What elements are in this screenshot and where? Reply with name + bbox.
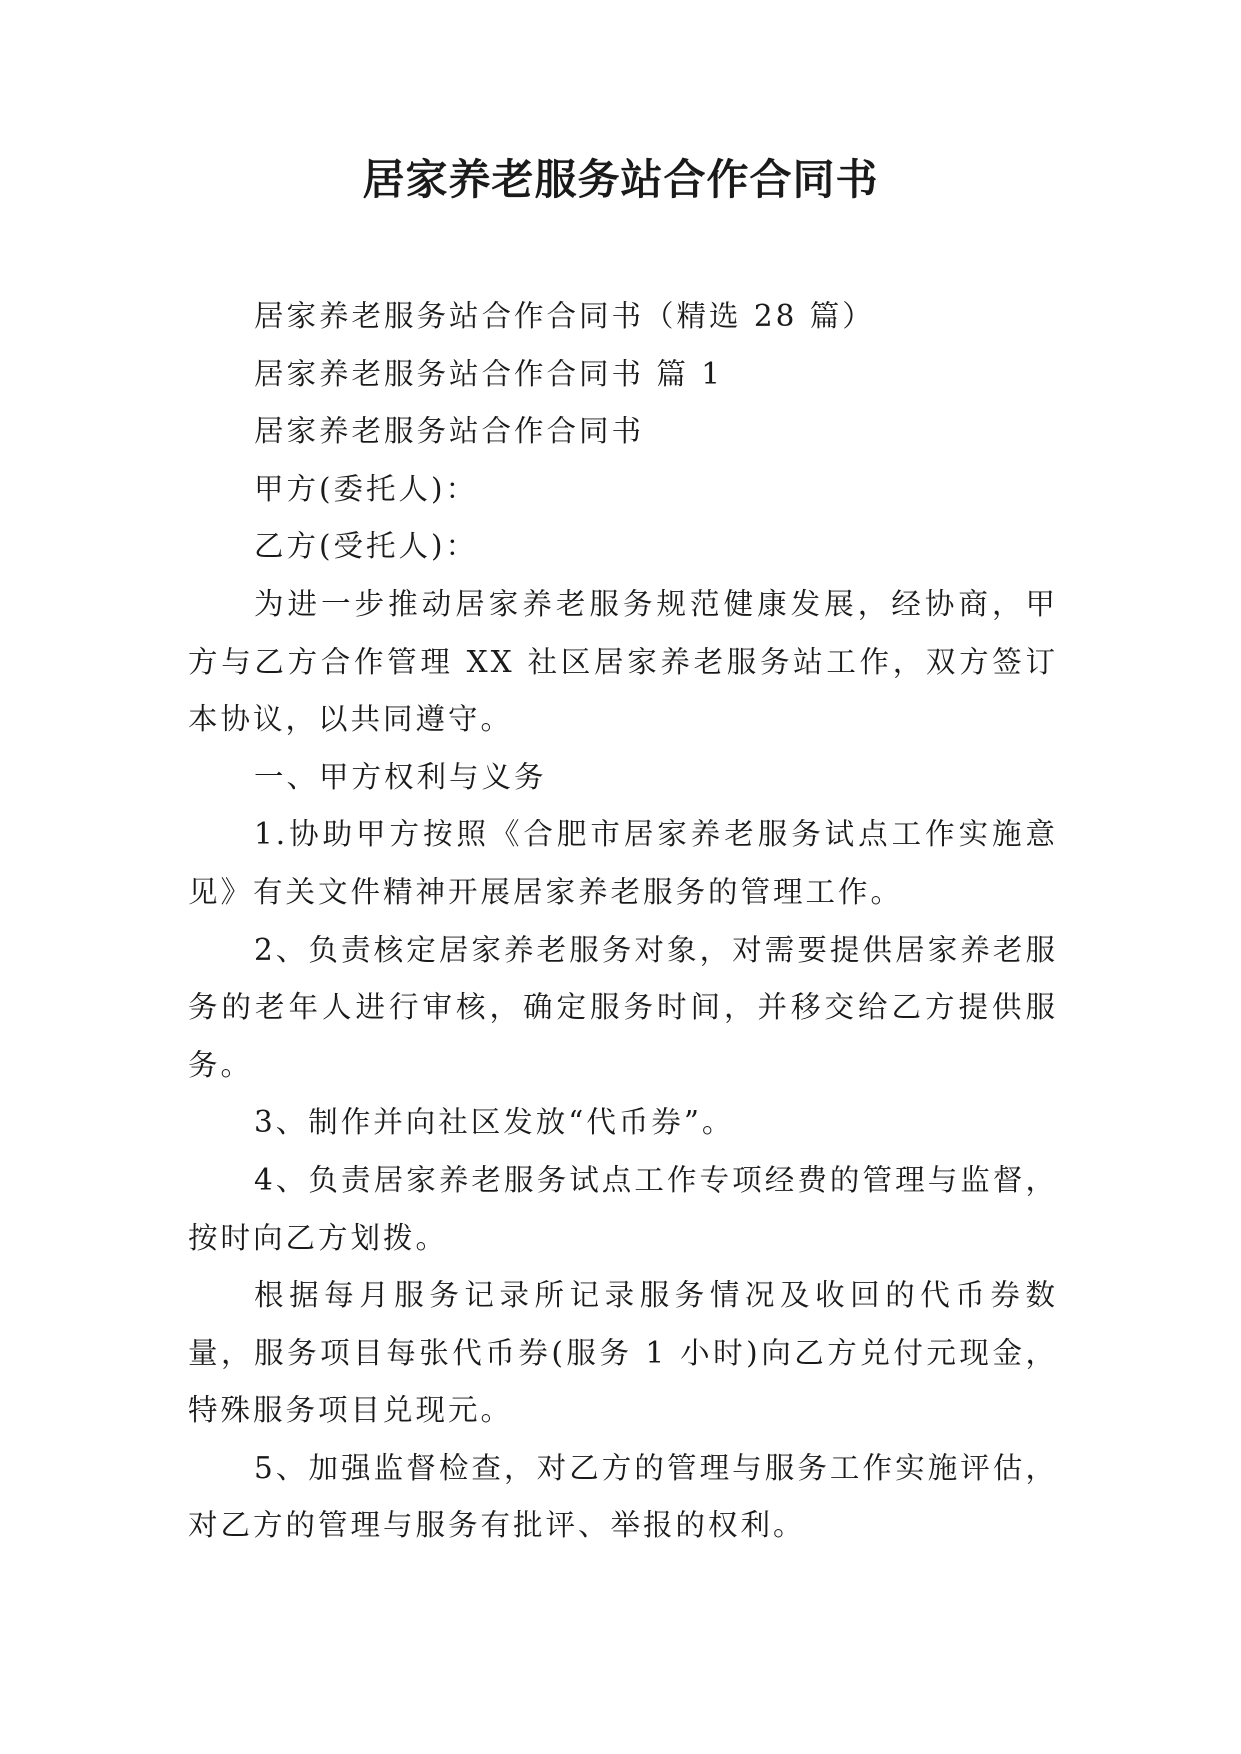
paragraph-contract-title: 居家养老服务站合作合同书 xyxy=(254,414,645,449)
paragraph-chapter-heading: 居家养老服务站合作合同书 篇 1 xyxy=(254,356,724,391)
paragraph-clause-4-detail: 根据每月服务记录所记录服务情况及收回的代币券数量，服务项目每张代币券(服务 1 小时)向乙方兑付元现金，特殊服务项目兑现元。 xyxy=(188,1278,1058,1428)
document-title: 居家养老服务站合作合同书 xyxy=(362,155,879,204)
paragraph-clause-5: 5、加强监督检查，对乙方的管理与服务工作实施评估，对乙方的管理与服务有批评、举报的权利。 xyxy=(188,1450,1058,1543)
paragraph-party-b: 乙方(受托人)： xyxy=(254,529,479,564)
paragraph-section-heading: 一、甲方权利与义务 xyxy=(254,759,547,794)
paragraph-clause-2: 2、负责核定居家养老服务对象，对需要提供居家养老服务的老年人进行审核，确定服务时间，并移交给乙方提供服务。 xyxy=(188,932,1058,1082)
paragraph-subtitle: 居家养老服务站合作合同书（精选 28 篇） xyxy=(254,299,875,333)
paragraph-clause-3: 3、制作并向社区发放“代币券”。 xyxy=(254,1105,735,1140)
paragraph-preamble: 为进一步推动居家养老服务规范健康发展，经协商，甲方与乙方合作管理 XX 社区居家养老服务站工作，双方签订本协议，以共同遵守。 xyxy=(188,586,1058,737)
paragraph-clause-4: 4、负责居家养老服务试点工作专项经费的管理与监督，按时向乙方划拨。 xyxy=(188,1162,1058,1255)
document-body xyxy=(188,288,1058,1555)
paragraph-clause-1: 1.协助甲方按照《合肥市居家养老服务试点工作实施意见》有关文件精神开展居家养老服务的管理工作。 xyxy=(188,817,1058,909)
paragraph-party-a: 甲方(委托人)： xyxy=(254,471,479,506)
